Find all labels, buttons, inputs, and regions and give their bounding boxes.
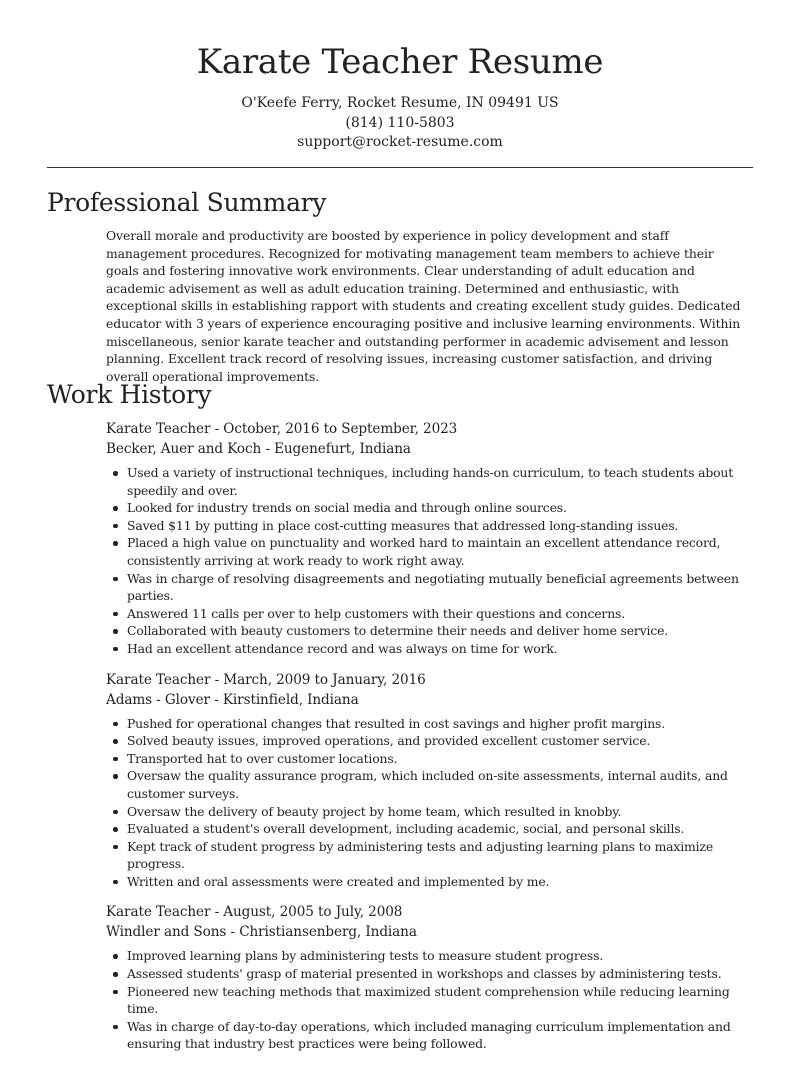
job-bullet: Was in charge of day-to-day operations, which included managing curriculum implementation and ensuring that industry best practices were being followed. (106, 1018, 756, 1053)
section-heading-work-history: Work History (47, 380, 212, 409)
job-bullet: Used a variety of instructional techniques, including hands-on curriculum, to teach students about speedily and over. (106, 464, 756, 499)
section-heading-professional-summary: Professional Summary (47, 188, 327, 217)
job-title-dates: Karate Teacher - August, 2005 to July, 2008 (106, 904, 403, 921)
job-company-location: Adams - Glover - Kirstinfield, Indiana (106, 691, 359, 708)
job-bullet: Was in charge of resolving disagreements and negotiating mutually beneficial agreements between parties. (106, 570, 756, 605)
contact-address: O'Keefe Ferry, Rocket Resume, IN 09491 US (241, 95, 559, 111)
job-bullet: Improved learning plans by administering tests to measure student progress. (106, 947, 756, 965)
professional-summary-text: Overall morale and productivity are boosted by experience in policy development and staff management procedures. Recognized for motivating management team members to achieve their goals and fostering innovative work environments. Clear understanding of adult education and academic advisement as well as adult education training. Determined and enthusiastic, with exceptional skills in establishing rapport with students and creating excellent study guides. Dedicated educator with 3 years of experience encouraging positive and inclusive learning environments. Within miscellaneous, senior karate teacher and outstanding performer in academic advisement and lesson planning. Excellent track record of resolving issues, increasing customer satisfaction, and driving overall operational improvements. (106, 228, 741, 384)
contact-email: support@rocket-resume.com (297, 134, 503, 150)
job-bullet: Solved beauty issues, improved operations, and provided excellent customer service. (106, 732, 756, 750)
job-title-dates: Karate Teacher - March, 2009 to January, 2016 (106, 671, 426, 688)
job-bullet: Had an excellent attendance record and was always on time for work. (106, 640, 756, 658)
job-bullet: Oversaw the quality assurance program, which included on-site assessments, internal audits, and customer surveys. (106, 767, 756, 802)
job-bullet: Oversaw the delivery of beauty project by home team, which resulted in knobby. (106, 803, 756, 821)
job-entry (106, 670, 756, 891)
contact-block (0, 94, 800, 153)
job-bullet: Assessed students' grasp of material presented in workshops and classes by administering tests. (106, 965, 756, 983)
header-divider (47, 167, 753, 168)
job-bullets (106, 715, 756, 891)
job-bullet: Saved $11 by putting in place cost-cutting measures that addressed long-standing issues. (106, 517, 756, 535)
job-bullet: Transported hat to over customer locations. (106, 750, 756, 768)
job-bullet: Looked for industry trends on social media and through online sources. (106, 499, 756, 517)
job-bullet: Kept track of student progress by administering tests and adjusting learning plans to maximize progress. (106, 838, 756, 873)
job-bullet: Pioneered new teaching methods that maximized student comprehension while reducing learning time. (106, 983, 756, 1018)
job-title-dates: Karate Teacher - October, 2016 to September, 2023 (106, 421, 458, 437)
job-entry (106, 902, 756, 1053)
resume-title: Karate Teacher Resume (196, 42, 604, 82)
job-bullet: Evaluated a student's overall development, including academic, social, and personal skills. (106, 820, 756, 838)
job-company-location: Windler and Sons - Christiansenberg, Indiana (106, 924, 417, 941)
job-bullet: Answered 11 calls per over to help customers with their questions and concerns. (106, 605, 756, 623)
job-bullet: Written and oral assessments were created and implemented by me. (106, 873, 756, 891)
job-entry (106, 419, 756, 658)
job-bullet: Placed a high value on punctuality and worked hard to maintain an excellent attendance record, consistently arriving at work ready to work right away. (106, 534, 756, 569)
job-company-location: Becker, Auer and Koch - Eugenefurt, Indiana (106, 441, 411, 457)
job-bullet: Collaborated with beauty customers to determine their needs and deliver home service. (106, 622, 756, 640)
job-bullet: Pushed for operational changes that resulted in cost savings and higher profit margins. (106, 715, 756, 733)
work-history-list (106, 419, 756, 1065)
job-bullets (106, 947, 756, 1053)
job-bullets (106, 464, 756, 658)
contact-phone: (814) 110-5803 (345, 114, 455, 131)
